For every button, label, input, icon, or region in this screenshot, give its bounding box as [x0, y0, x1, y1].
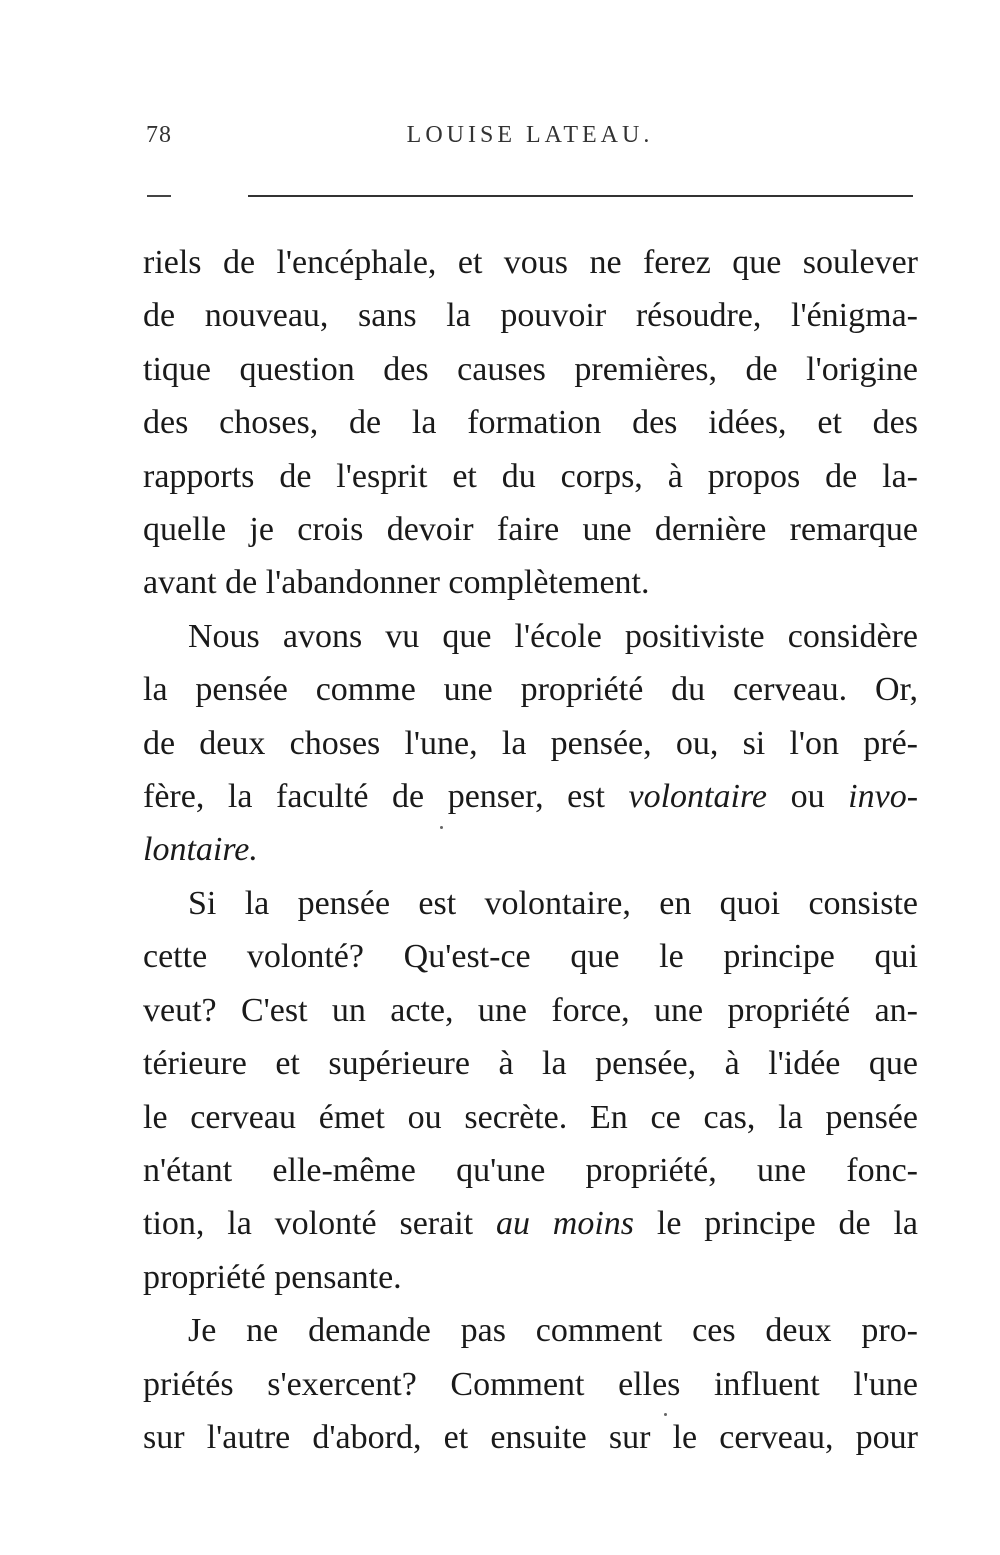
page-header	[140, 122, 920, 162]
paragraph-2	[143, 610, 918, 877]
text-line: Nous avons vu que l'école positiviste considère	[188, 617, 918, 655]
text-run: fère, la faculté de penser, est	[143, 778, 605, 816]
text-line: des choses, de la formation des idées, et des	[143, 404, 918, 442]
text-line: de deux choses l'une, la pensée, ou, si l'on pré-	[143, 724, 918, 762]
page-number: 78	[146, 122, 172, 148]
paragraph-3	[143, 877, 918, 1304]
italic-term: invo-	[848, 778, 918, 816]
text-line: le cerveau émet ou secrète. En ce cas, la pensée	[143, 1098, 918, 1136]
text-run: ou	[790, 778, 825, 816]
text-line: cette volonté? Qu'est-ce que le principe qui	[143, 938, 918, 976]
italic-term: lontaire.	[143, 831, 258, 869]
running-title: LOUISE LATEAU.	[406, 122, 654, 148]
text-line: térieure et supérieure à la pensée, à l'idée que	[143, 1045, 918, 1083]
text-run: le principe de la	[656, 1205, 918, 1243]
text-line: de nouveau, sans la pouvoir résoudre, l'énigma-	[143, 297, 918, 335]
paragraph-1	[143, 236, 918, 610]
text-line: quelle je crois devoir faire une dernière remarque	[143, 511, 918, 549]
text-line	[143, 823, 918, 876]
paragraph-4	[143, 1304, 918, 1464]
header-rule-long	[248, 195, 913, 197]
text-line: avant de l'abandonner complètement.	[143, 564, 650, 602]
text-line: Si la pensée est volontaire, en quoi consiste	[188, 884, 918, 922]
text-line: propriété pensante.	[143, 1258, 402, 1296]
print-speck	[664, 1413, 667, 1416]
print-speck	[440, 826, 443, 829]
header-rule-short	[147, 195, 171, 197]
text-run: tion, la volonté serait	[143, 1205, 474, 1243]
text-line-mixed	[143, 1197, 918, 1250]
text-line: priétés s'exercent? Comment elles influent l'une	[143, 1365, 918, 1403]
text-line-mixed	[143, 770, 918, 823]
italic-term: au moins	[495, 1205, 635, 1243]
text-line: sur l'autre d'abord, et ensuite sur le cerveau, pour	[143, 1418, 918, 1456]
italic-term: volontaire	[628, 778, 768, 816]
text-line: la pensée comme une propriété du cerveau. Or,	[143, 671, 918, 709]
text-line: veut? C'est un acte, une force, une propriété an-	[143, 991, 918, 1029]
text-line: tique question des causes premières, de l'origine	[143, 350, 918, 388]
body-text	[143, 236, 918, 1464]
text-line: n'étant elle-même qu'une propriété, une fonc-	[143, 1151, 918, 1189]
text-line: rapports de l'esprit et du corps, à propos de la-	[143, 457, 918, 495]
text-line: Je ne demande pas comment ces deux pro-	[188, 1312, 918, 1350]
text-line: riels de l'encéphale, et vous ne ferez que soulever	[143, 244, 918, 281]
